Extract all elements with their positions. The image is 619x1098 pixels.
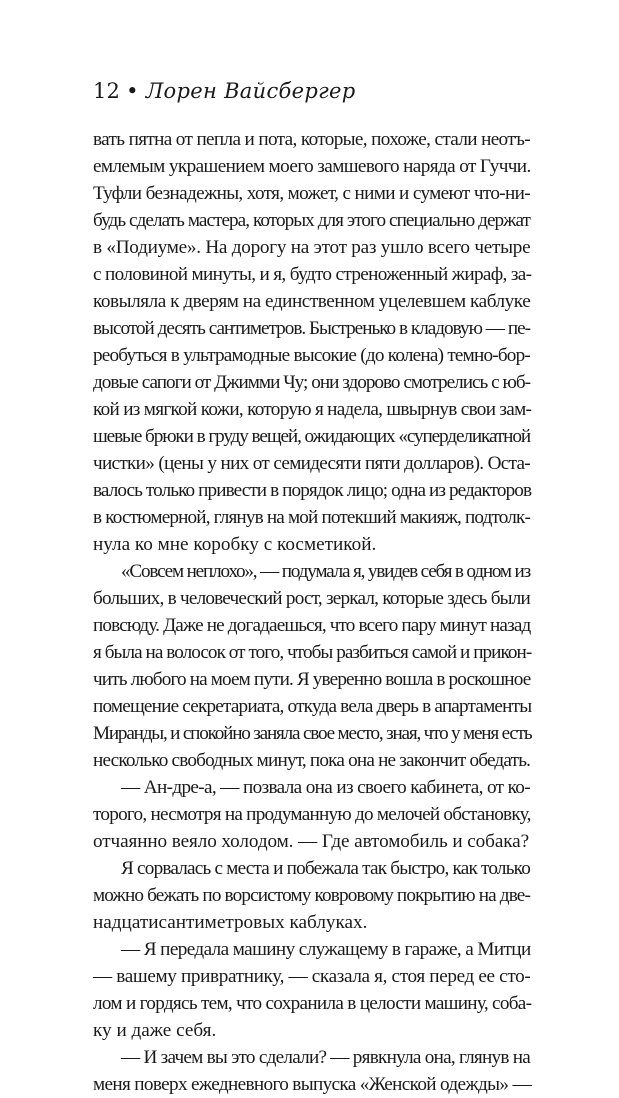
text-line: — И зачем вы это сделали? — рявкнула она, глянув на bbox=[121, 1047, 531, 1068]
text-line: шевые брюки в груду вещей, ожидающих «суперделикатной bbox=[93, 426, 530, 447]
paragraph bbox=[93, 855, 530, 936]
text-line: высотой десять сантиметров. Быстренько в кладовую — пе- bbox=[93, 318, 530, 339]
text-line: «Совсем неплохо», — подумала я, увидев себя в одном из bbox=[121, 561, 530, 582]
text-line: меня поверх ежедневного выпуска «Женской одежды» — bbox=[93, 1074, 531, 1095]
paragraph bbox=[93, 1044, 530, 1098]
paragraph bbox=[93, 126, 530, 558]
text-line: кой из мягкой кожи, которую я надела, швырнув свои зам- bbox=[93, 399, 532, 420]
text-line: отчаянно веяло холодом. — Где автомобиль и собака? bbox=[93, 831, 530, 852]
text-line: торого, несмотря на продуманную до мелочей обстановку, bbox=[93, 804, 531, 825]
text-line: емлемым украшением моего замшевого наряда от Гуччи. bbox=[93, 156, 531, 177]
paragraph bbox=[93, 558, 530, 774]
text-line: Я сорвалась с места и побежала так быстро, как только bbox=[121, 858, 530, 879]
text-line: в «Подиуме». На дорогу на этот раз ушло всего четыре bbox=[93, 237, 531, 258]
text-line: довые сапоги от Джимми Чу; они здорово смотрелись с юб- bbox=[93, 372, 530, 393]
running-head bbox=[93, 76, 533, 106]
text-line: нула ко мне коробку с косметикой. bbox=[93, 534, 377, 555]
text-line: чистки» (цены у них от семидесяти пяти долларов). Оста- bbox=[93, 453, 530, 474]
text-line: чить любого на моем пути. Я уверенно вошла в роскошное bbox=[93, 669, 531, 690]
text-line: — вашему привратнику, — сказала я, стоя перед ее сто- bbox=[93, 966, 531, 987]
running-head-author: Лорен Вайсбергер bbox=[145, 79, 356, 103]
text-line: валось только привести в порядок лицо; одна из редакторов bbox=[93, 480, 532, 501]
paragraph bbox=[93, 774, 530, 855]
text-line: Туфли безнадежны, хотя, может, с ними и сумеют что-ни- bbox=[93, 183, 530, 204]
text-line: ку и даже себя. bbox=[93, 1020, 217, 1041]
body-text bbox=[93, 126, 530, 1098]
text-line: Миранды, и спокойно заняла свое место, зная, что у меня есть bbox=[93, 723, 532, 744]
text-line: реобуться в ультрамодные высокие (до колена) темно-бор- bbox=[93, 345, 530, 366]
text-line: лом и гордясь тем, что сохранила в целости машину, соба- bbox=[93, 993, 532, 1014]
text-line: помещение секретариата, откуда вела дверь в апартаменты bbox=[93, 696, 532, 717]
text-line: несколько свободных минут, пока она не закончит обедать. bbox=[93, 750, 531, 771]
text-line: я была на волосок от того, чтобы разбиться самой и прикон- bbox=[93, 642, 532, 663]
page-number: 12 bbox=[93, 79, 121, 103]
text-line: — Ан-дре-а, — позвала она из своего кабинета, от ко- bbox=[121, 777, 530, 798]
text-line: с половиной минуты, и я, будто стреноженный жираф, за- bbox=[93, 264, 532, 285]
text-line: можно бежать по ворсистому ковровому покрытию на две- bbox=[93, 885, 530, 906]
paragraph bbox=[93, 936, 530, 1044]
text-line: будь сделать мастера, которых для этого специально держат bbox=[93, 210, 530, 231]
text-line: больших, в человеческий рост, зеркал, которые здесь были bbox=[93, 588, 530, 609]
text-line: вать пятна от пепла и пота, которые, похоже, стали неотъ- bbox=[93, 129, 530, 150]
text-line: ковыляла к дверям на единственном уцелевшем каблуке bbox=[93, 291, 531, 312]
text-line: в костюмерной, глянув на мой потекший макияж, подтолк- bbox=[93, 507, 530, 528]
text-line: повсюду. Даже не догадаешься, что всего пару минут назад bbox=[93, 615, 531, 636]
header-separator: • bbox=[126, 79, 139, 103]
text-line: — Я передала машину служащему в гараже, а Митци bbox=[121, 939, 531, 960]
text-line: надцатисантиметровых каблуках. bbox=[93, 912, 368, 933]
